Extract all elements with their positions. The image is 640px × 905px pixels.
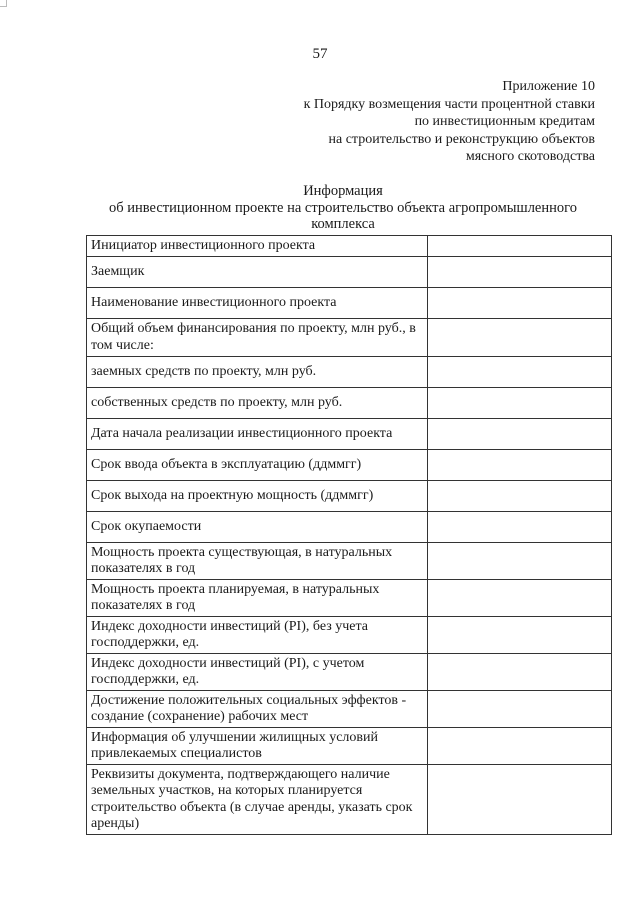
title-line: комплекса (311, 216, 375, 232)
row-value-cell[interactable] (428, 653, 612, 690)
row-label: Информация об улучшении жилищных условий привлекаемых специалистов (87, 727, 428, 764)
table-row (87, 616, 612, 653)
row-label: Срок ввода объекта в эксплуатацию (ддммгг) (87, 449, 428, 480)
row-value-cell[interactable] (428, 690, 612, 727)
table-row (87, 356, 612, 387)
appendix-header (175, 78, 595, 166)
page-number: 57 (312, 46, 328, 62)
row-label: Достижение положительных социальных эффектов - создание (сохранение) рабочих мест (87, 690, 428, 727)
row-value-cell[interactable] (428, 356, 612, 387)
row-value-cell[interactable] (428, 387, 612, 418)
row-label: Заемщик (87, 256, 428, 287)
table-row (87, 256, 612, 287)
row-value-cell[interactable] (428, 616, 612, 653)
row-value-cell[interactable] (428, 727, 612, 764)
table-row (87, 318, 612, 356)
row-value-cell[interactable] (428, 236, 612, 257)
scan-corner-mark (0, 0, 7, 7)
row-label: Дата начала реализации инвестиционного проекта (87, 418, 428, 449)
row-value-cell[interactable] (428, 511, 612, 542)
appendix-line: к Порядку возмещения части процентной ставки (303, 96, 595, 112)
row-value-cell[interactable] (428, 449, 612, 480)
row-label: Наименование инвестиционного проекта (87, 287, 428, 318)
appendix-line: Приложение 10 (502, 79, 595, 94)
row-label: Инициатор инвестиционного проекта (87, 236, 428, 257)
row-value-cell[interactable] (428, 542, 612, 579)
row-value-cell[interactable] (428, 287, 612, 318)
table-row (87, 236, 612, 257)
row-value-cell[interactable] (428, 418, 612, 449)
row-value-cell[interactable] (428, 480, 612, 511)
table-row (87, 653, 612, 690)
row-label: Мощность проекта существующая, в натуральных показателях в год (87, 542, 428, 579)
row-label: Мощность проекта планируемая, в натуральных показателях в год (87, 579, 428, 616)
table-row (87, 727, 612, 764)
row-label: Общий объем финансирования по проекту, млн руб., в том числе: (87, 318, 428, 356)
row-label: Индекс доходности инвестиций (PI), с учетом господдержки, ед. (87, 653, 428, 690)
table-row (87, 579, 612, 616)
row-value-cell[interactable] (428, 256, 612, 287)
row-value-cell[interactable] (428, 764, 612, 834)
row-label: заемных средств по проекту, млн руб. (87, 356, 428, 387)
title-line: об инвестиционном проекте на строительство объекта агропромышленного (109, 199, 577, 216)
row-value-cell[interactable] (428, 318, 612, 356)
row-label: Срок окупаемости (87, 511, 428, 542)
row-label: Индекс доходности инвестиций (PI), без учета господдержки, ед. (87, 616, 428, 653)
appendix-line: на строительство и реконструкцию объектов (328, 131, 595, 147)
table-row (87, 511, 612, 542)
table-row (87, 690, 612, 727)
table-row (87, 542, 612, 579)
document-title (60, 183, 626, 233)
row-value-cell[interactable] (428, 579, 612, 616)
table-row (87, 387, 612, 418)
table-row (87, 764, 612, 834)
project-info-table (86, 235, 612, 835)
table-row (87, 287, 612, 318)
table-row (87, 480, 612, 511)
table-row (87, 418, 612, 449)
table-row (87, 449, 612, 480)
title-line: Информация (303, 183, 383, 199)
row-label: Срок выхода на проектную мощность (ддммгг) (87, 480, 428, 511)
appendix-line: мясного скотоводства (465, 149, 595, 164)
appendix-line: по инвестиционным кредитам (414, 114, 595, 129)
row-label: собственных средств по проекту, млн руб. (87, 387, 428, 418)
row-label: Реквизиты документа, подтверждающего наличие земельных участков, на которых планируется строительство объекта (в случае аренды, указать срок аренды) (87, 764, 428, 834)
